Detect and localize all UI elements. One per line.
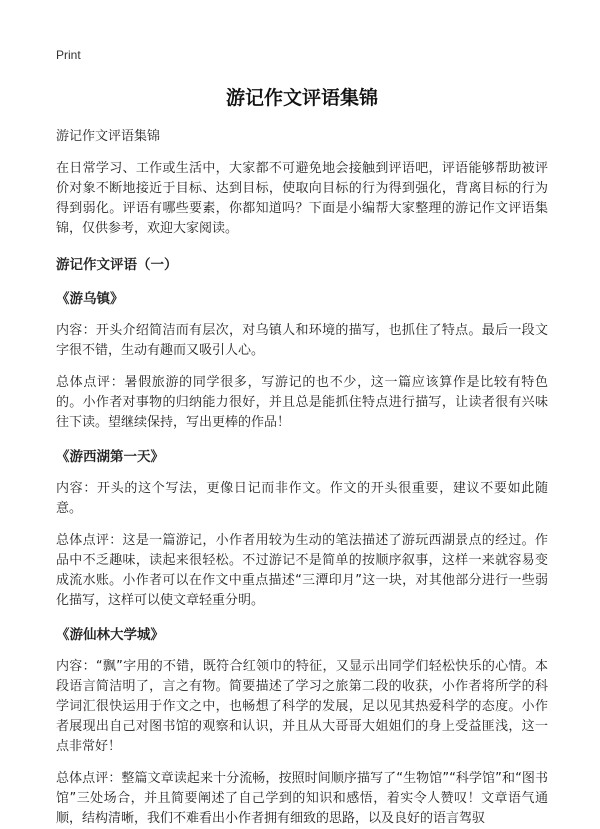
- essay-content-xianlin: 内容：“飘”字用的不错，既符合红领巾的特征，又显示出同学们轻松快乐的心情。本段语言简洁明了，言之有物。简要描述了学习之旅第二段的收获，小作者将所学的科学词汇很快运用于作文之中，也畅想了科学的发展，足以见其热爱科学的态度。小作者展现出自己对图书馆的观察和认识，并且从大哥哥大姐姐们的身上受益匪浅，这一点非常好！: [56, 659, 548, 754]
- document-subtitle: 游记作文评语集锦: [56, 129, 161, 144]
- essay-summary-wuzhen: 总体点评：暑假旅游的同学很多，写游记的也不少，这一篇应该算作是比较有特色的。小作者对事物的归纳能力很好，并且总是能抓住特点进行描写，让读者很有兴味往下读。望继续保持，写出更棒的作品！: [56, 375, 548, 430]
- essay-title-xihu: 《游西湖第一天》: [56, 449, 164, 465]
- document-title: 游记作文评语集锦: [225, 87, 378, 109]
- intro-paragraph: 在日常学习、工作或生活中，大家都不可避免地会接触到评语吧，评语能够帮助被评价对象不断地接近于目标、达到目标，使取向目标的行为得到强化，背离目标的行为得到弱化。评语有哪些要素，你都知道吗？下面是小编帮大家整理的游记作文评语集锦，仅供参考，欢迎大家阅读。: [56, 161, 548, 236]
- essay-title-wuzhen: 《游乌镇》: [56, 291, 124, 307]
- essay-content-xihu: 内容：开头的这个写法，更像日记而非作文。作文的开头很重要，建议不要如此随意。: [56, 481, 548, 516]
- document-page: [56, 44, 548, 829]
- essay-title-xianlin: 《游仙林大学城》: [56, 627, 164, 643]
- essay-content-wuzhen: 内容：开头介绍简洁而有层次，对乌镇人和环境的描写，也抓住了特点。最后一段文字很不错，生动有趣而又吸引人心。: [56, 323, 548, 358]
- print-link[interactable]: Print: [56, 48, 81, 62]
- essay-summary-xianlin: 总体点评：整篇文章读起来十分流畅，按照时间顺序描写了“生物馆”“科学馆”和“图书馆”三处场合，并且简要阐述了自己学到的知识和感悟，着实令人赞叹！文章语气通顺，结构清晰，我们不难看出小作者拥有细致的思路，以及良好的语言驾驭: [56, 771, 548, 826]
- essay-summary-xihu: 总体点评：这是一篇游记，小作者用较为生动的笔法描述了游玩西湖景点的经过。作品中不乏趣味，读起来很轻松。不过游记不是简单的按顺序叙事，这样一来就容易变成流水账。小作者可以在作文中重点描述“三潭印月”这一块，对其他部分进行一些弱化描写，这样可以使文章轻重分明。: [56, 533, 548, 608]
- section-heading: 游记作文评语（一）: [56, 257, 178, 273]
